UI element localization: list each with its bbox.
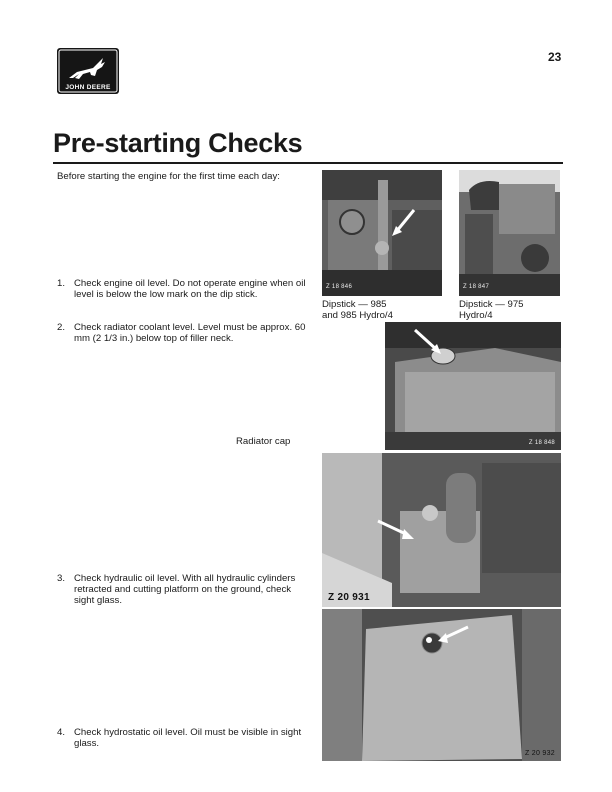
hydrostatic-photo bbox=[322, 609, 561, 761]
page-number: 23 bbox=[548, 50, 562, 64]
john-deere-logo bbox=[57, 48, 119, 94]
dipstick-975-photo bbox=[459, 170, 560, 296]
radiator-photo bbox=[385, 322, 561, 450]
caption-line: Dipstick — 975 bbox=[459, 299, 524, 310]
step-text: Check engine oil level. Do not operate engine when oil level is below the low mark on the dip stick. bbox=[74, 278, 306, 300]
step-number: 3. bbox=[57, 573, 66, 584]
photo-code: Z 18 846 bbox=[326, 284, 353, 290]
step-item bbox=[57, 322, 307, 344]
dipstick-985-photo bbox=[322, 170, 442, 296]
step-item bbox=[57, 727, 307, 749]
intro-text: Before starting the engine for the first time each day: bbox=[57, 171, 280, 182]
step-text: Check radiator coolant level. Level must be approx. 60 mm (2 1/3 in.) below top of filler neck. bbox=[74, 322, 306, 344]
dipstick-985-caption bbox=[322, 299, 393, 321]
caption-line: and 985 Hydro/4 bbox=[322, 310, 393, 321]
photo-code: Z 18 847 bbox=[463, 284, 490, 290]
step-number: 2. bbox=[57, 322, 66, 333]
step-number: 1. bbox=[57, 278, 66, 289]
logo-wordmark: JOHN DEERE bbox=[65, 84, 111, 91]
step-text: Check hydraulic oil level. With all hydraulic cylinders retracted and cutting platform on the ground, check sight glass. bbox=[74, 573, 296, 606]
caption-line: Dipstick — 985 bbox=[322, 299, 387, 310]
step-number: 4. bbox=[57, 727, 66, 738]
photo-code: Z 20 931 bbox=[328, 592, 370, 603]
step-item bbox=[57, 278, 307, 300]
hydraulic-photo bbox=[322, 453, 561, 607]
step-item bbox=[57, 573, 307, 606]
title-rule bbox=[53, 162, 563, 164]
photo-code: Z 20 932 bbox=[524, 750, 555, 757]
radiator-cap-label: Radiator cap bbox=[236, 436, 291, 447]
photo-code: Z 18 848 bbox=[528, 440, 555, 446]
dipstick-975-caption bbox=[459, 299, 524, 321]
caption-line: Hydro/4 bbox=[459, 310, 493, 321]
page-title: Pre-starting Checks bbox=[53, 128, 303, 158]
step-text: Check hydrostatic oil level. Oil must be visible in sight glass. bbox=[74, 727, 302, 749]
